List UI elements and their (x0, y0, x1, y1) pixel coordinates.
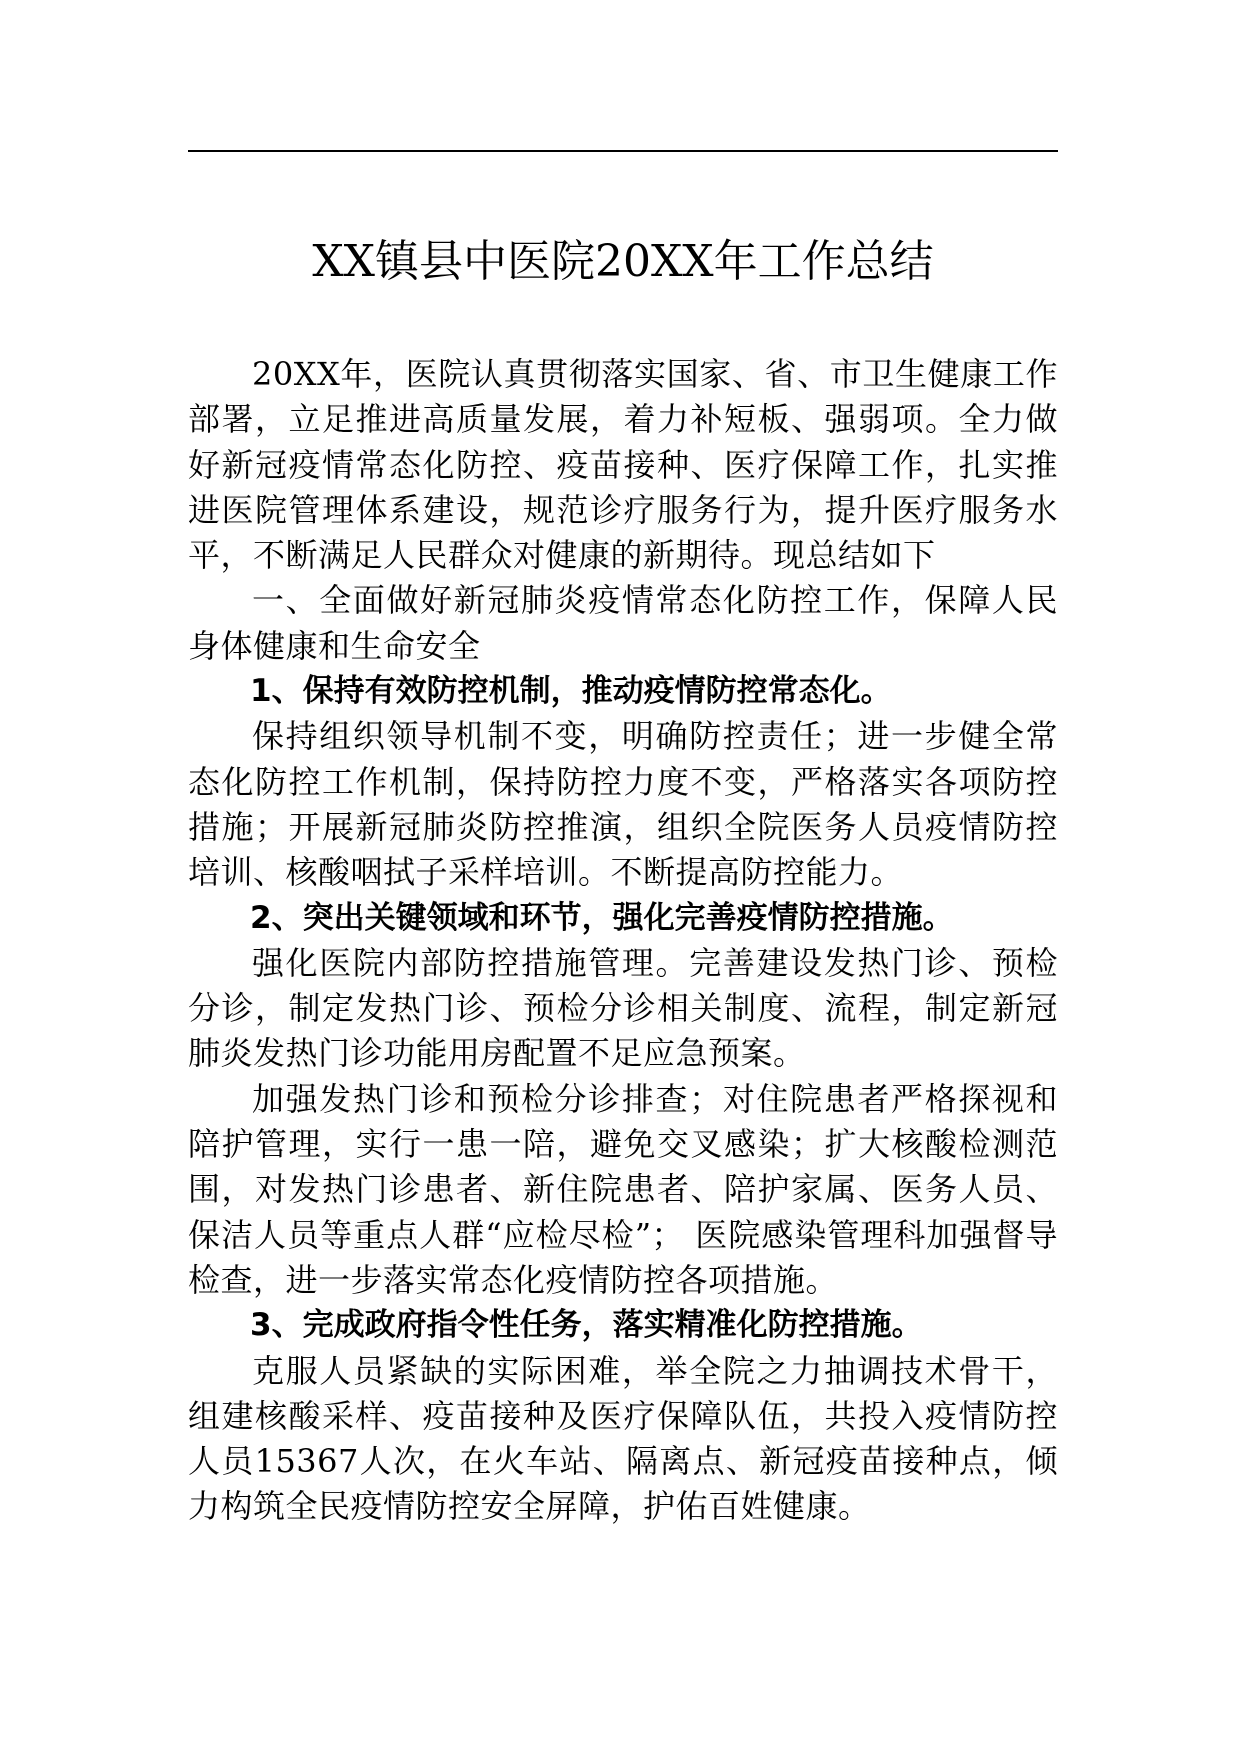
body-paragraph: 克服人员紧缺的实际困难，举全院之力抽调技术骨干，组建核酸采样、疫苗接种及医疗保障队伍，共投入疫情防控人员15367人次，在火车站、隔离点、新冠疫苗接种点，倾力构筑全民疫情防控安全屏障，护佑百姓健康。 (188, 1351, 1058, 1526)
intro-paragraph: 20XX年，医院认真贯彻落实国家、省、市卫生健康工作部署，立足推进高质量发展，着力补短板、强弱项。全力做好新冠疫情常态化防控、疫苗接种、医疗保障工作，扎实推进医院管理体系建设，规范诊疗服务行为，提升医疗服务水平，不断满足人民群众对健康的新期待。现总结如下 (188, 355, 1058, 575)
subheading-1: 1、保持有效防控机制，推动疫情防控常态化。 (250, 673, 892, 710)
subheading-2: 2、突出关键领域和环节，强化完善疫情防控措施。 (250, 899, 954, 936)
document-body (188, 352, 1058, 1530)
body-paragraph: 保持组织领导机制不变，明确防控责任；进一步健全常态化防控工作机制，保持防控力度不变，严格落实各项防控措施；开展新冠肺炎防控推演，组织全院医务人员疫情防控培训、核酸咽拭子采样培训。不断提高防控能力。 (188, 717, 1058, 892)
header-rule (188, 150, 1058, 152)
subheading-3: 3、完成政府指令性任务，落实精准化防控措施。 (250, 1307, 923, 1344)
body-paragraph: 强化医院内部防控措施管理。完善建设发热门诊、预检分诊，制定发热门诊、预检分诊相关制度、流程，制定新冠肺炎发热门诊功能用房配置不足应急预案。 (188, 943, 1058, 1073)
document-title: XX镇县中医院20XX年工作总结 (312, 236, 934, 287)
body-paragraph: 加强发热门诊和预检分诊排查；对住院患者严格探视和陪护管理，实行一患一陪，避免交叉感染；扩大核酸检测范围，对发热门诊患者、新住院患者、陪护家属、医务人员、保洁人员等重点人群“应检尽检”； 医院感染管理科加强督导检查，进一步落实常态化疫情防控各项措施。 (188, 1079, 1058, 1299)
section-heading-1: 一、全面做好新冠肺炎疫情常态化防控工作，保障人民身体健康和生命安全 (188, 581, 1058, 665)
